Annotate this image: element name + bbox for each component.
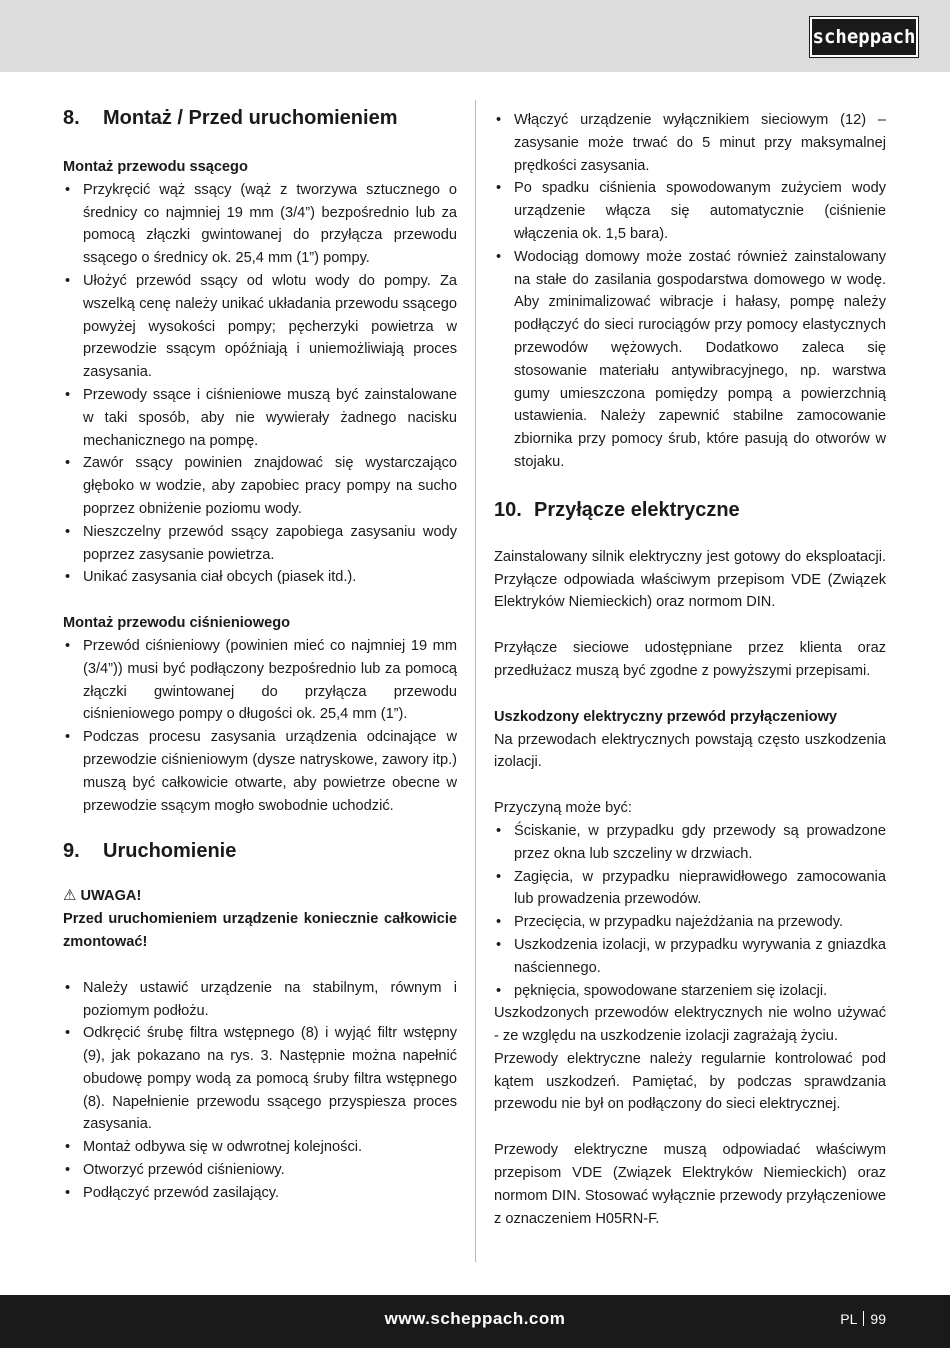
section-9-number: 9. (63, 840, 80, 863)
logo-text: scheppach (812, 26, 916, 48)
paragraph: Zainstalowany silnik elektryczny jest gotowy do eksploatacji. Przyłącze odpowiada właściwym przepisom VDE (Związek Elektryków Niemieckich) oraz normom DIN. (494, 548, 886, 611)
startup-list (63, 977, 457, 1205)
paragraph: Przewody elektryczne muszą odpowiadać właściwym przepisom VDE (Związek Elektryków Niemieckich) oraz normom DIN. Stosować wyłącznie przewody przyłączeniowe z oznaczeniem H05RN-F. (494, 1142, 886, 1227)
page-indicator (840, 1311, 886, 1327)
brand-logo (810, 17, 918, 57)
language-code: PL (840, 1311, 858, 1327)
list-item: • Unikać zasysania ciał obcych (piasek itd.). (63, 566, 457, 589)
operation-list (494, 109, 886, 474)
list-item: • Zagięcia, w przypadku nieprawidłowego zamocowania lub prowadzenia przewodów. (494, 866, 886, 912)
list-item: • Montaż odbywa się w odwrotnej kolejności. (63, 1136, 457, 1159)
list-item: • Po spadku ciśnienia spowodowanym zużyciem wody urządzenie włącza się automatycznie (ciśnienie włączenia ok. 1,5 bara). (494, 177, 886, 245)
list-item: • Zawór ssący powinien znajdować się wystarczająco głęboko w wodzie, aby zapobiec pracy pompy na sucho poprzez obniżenie poziomu wody. (63, 452, 457, 520)
page-number: 99 (870, 1311, 886, 1327)
list-item: • Ułożyć przewód ssący od wlotu wody do pompy. Za wszelką cenę należy unikać układania przewodu ssącego powyżej wysokości pompy; pęcherzyki powietrza w przewodzie ssącym opóźniają i uniemożliwiają proces zasysania. (63, 270, 457, 384)
section-8-heading (63, 104, 457, 132)
section-10-heading (494, 496, 886, 524)
warning-text: Przed uruchomieniem urządzenie koniecznie całkowicie zmontować! (63, 911, 457, 950)
pressure-heading: Montaż przewodu ciśnieniowego (63, 615, 291, 632)
list-item: • Ściskanie, w przypadku gdy przewody są prowadzone przez okna lub szczeliny w drzwiach. (494, 820, 886, 866)
cause-intro: Przyczyną może być: (494, 800, 632, 817)
header-band (0, 0, 950, 72)
list-item: • Uszkodzenia izolacji, w przypadku wyrywania z gniazdka naściennego. (494, 934, 886, 980)
causes-list (494, 820, 886, 1002)
suction-list (63, 179, 457, 589)
section-8-number: 8. (63, 107, 80, 129)
paragraph: Przewody elektryczne należy regularnie kontrolować pod kątem uszkodzeń. Pamiętać, by podczas sprawdzania przewodu nie był on podłączony do sieci elektrycznej. (494, 1050, 886, 1113)
damaged-cable-heading: Uszkodzony elektryczny przewód przyłączeniowy (494, 708, 838, 725)
section-9-title: Uruchomienie (103, 840, 237, 863)
list-item: • Przykręcić wąż ssący (wąż z tworzywa sztucznego o średnicy co najmniej 19 mm (3/4”) bezpośrednio lub za pomocą złączki gwintowanej do przyłącza przewodu ssącego o średnicy ok. 25,4 mm (1”) pompy. (63, 179, 457, 270)
list-item: • Otworzyć przewód ciśnieniowy. (63, 1159, 457, 1182)
suction-heading: Montaż przewodu ssącego (63, 159, 248, 175)
list-item: • Należy ustawić urządzenie na stabilnym, równym i poziomym podłożu. (63, 977, 457, 1023)
list-item: • Przecięcia, w przypadku najeżdżania na przewody. (494, 911, 886, 934)
paragraph: Uszkodzonych przewodów elektrycznych nie wolno używać - ze względu na uszkodzenie izolacji zagrażają życiu. (494, 1005, 886, 1045)
list-item: • Włączyć urządzenie wyłącznikiem sieciowym (12) – zasysanie może trwać do 5 minut przy maksymalnej prędkości zasysania. (494, 109, 886, 177)
section-9-heading (63, 837, 457, 865)
paragraph: Na przewodach elektrycznych powstają często uszkodzenia izolacji. (494, 731, 886, 771)
list-item: • Nieszczelny przewód ssący zapobiega zasysaniu wody poprzez zasysanie powietrza. (63, 521, 457, 567)
list-item: • pęknięcia, spowodowane starzeniem się izolacji. (494, 980, 886, 1003)
list-item: • Podczas procesu zasysania urządzenia odcinające w przewodzie ciśnieniowym (dysze natryskowe, zawory itp.) muszą być całkowicie otwarte, aby powietrze obecne w przewodzie ssącym mogło swobodnie uchodzić. (63, 726, 457, 817)
right-column (494, 109, 886, 1230)
section-10-number: 10. (494, 498, 522, 521)
footer-band (0, 1295, 950, 1348)
list-item: • Wodociąg domowy może zostać również zainstalowany na stałe do zasilania gospodarstwa domowego w wodę. Aby zminimalizować wibracje i hałasy, pompę należy podłączyć do sieci rurociągów przy pomocy elastycznych przewodów wężowych. Dodatkowo zaleca się stosowanie materiału antywibracyjnego, np. warstwa gumy umieszczona pomiędzy pompą a powierzchnią ustawienia. Należy zapewnić stabilne zamocowanie zbiornika przy pomocy śrub, które pasują do otworów w stojaku. (494, 246, 886, 474)
list-item: • Przewody ssące i ciśnieniowe muszą być zainstalowane w taki sposób, aby nie wywierały żadnego nacisku mechanicznego na pompę. (63, 384, 457, 452)
pressure-list (63, 635, 457, 817)
warning-icon: ⚠ (63, 887, 77, 905)
separator (863, 1311, 864, 1326)
list-item: • Podłączyć przewód zasilający. (63, 1182, 457, 1205)
list-item: • Przewód ciśnieniowy (powinien mieć co najmniej 19 mm (3/4”)) musi być podłączony bezpośrednio lub za pomocą złączki gwintowanej do przyłącza przewodu ciśnieniowego pompy o długości ok. 25,4 mm (1”). (63, 635, 457, 726)
section-10-title: Przyłącze elektryczne (534, 498, 740, 521)
paragraph: Przyłącze sieciowe udostępniane przez klienta oraz przedłużacz muszą być zgodne z powyższymi przepisami. (494, 640, 886, 679)
column-divider (475, 100, 476, 1262)
footer-url[interactable]: www.scheppach.com (384, 1309, 566, 1328)
warning-label-row (63, 885, 457, 908)
left-column (63, 104, 457, 1205)
section-8-title: Montaż / Przed uruchomieniem (103, 107, 398, 129)
warning-label: UWAGA! (80, 888, 142, 905)
list-item: • Odkręcić śrubę filtra wstępnego (8) i wyjąć filtr wstępny (9), jak pokazano na rys. 3. Następnie można napełnić obudowę pompy wodą za pomocą śruby filtra wstępnego (8). Napełnienie przewodu ssącego przyspiesza proces zasysania. (63, 1022, 457, 1136)
